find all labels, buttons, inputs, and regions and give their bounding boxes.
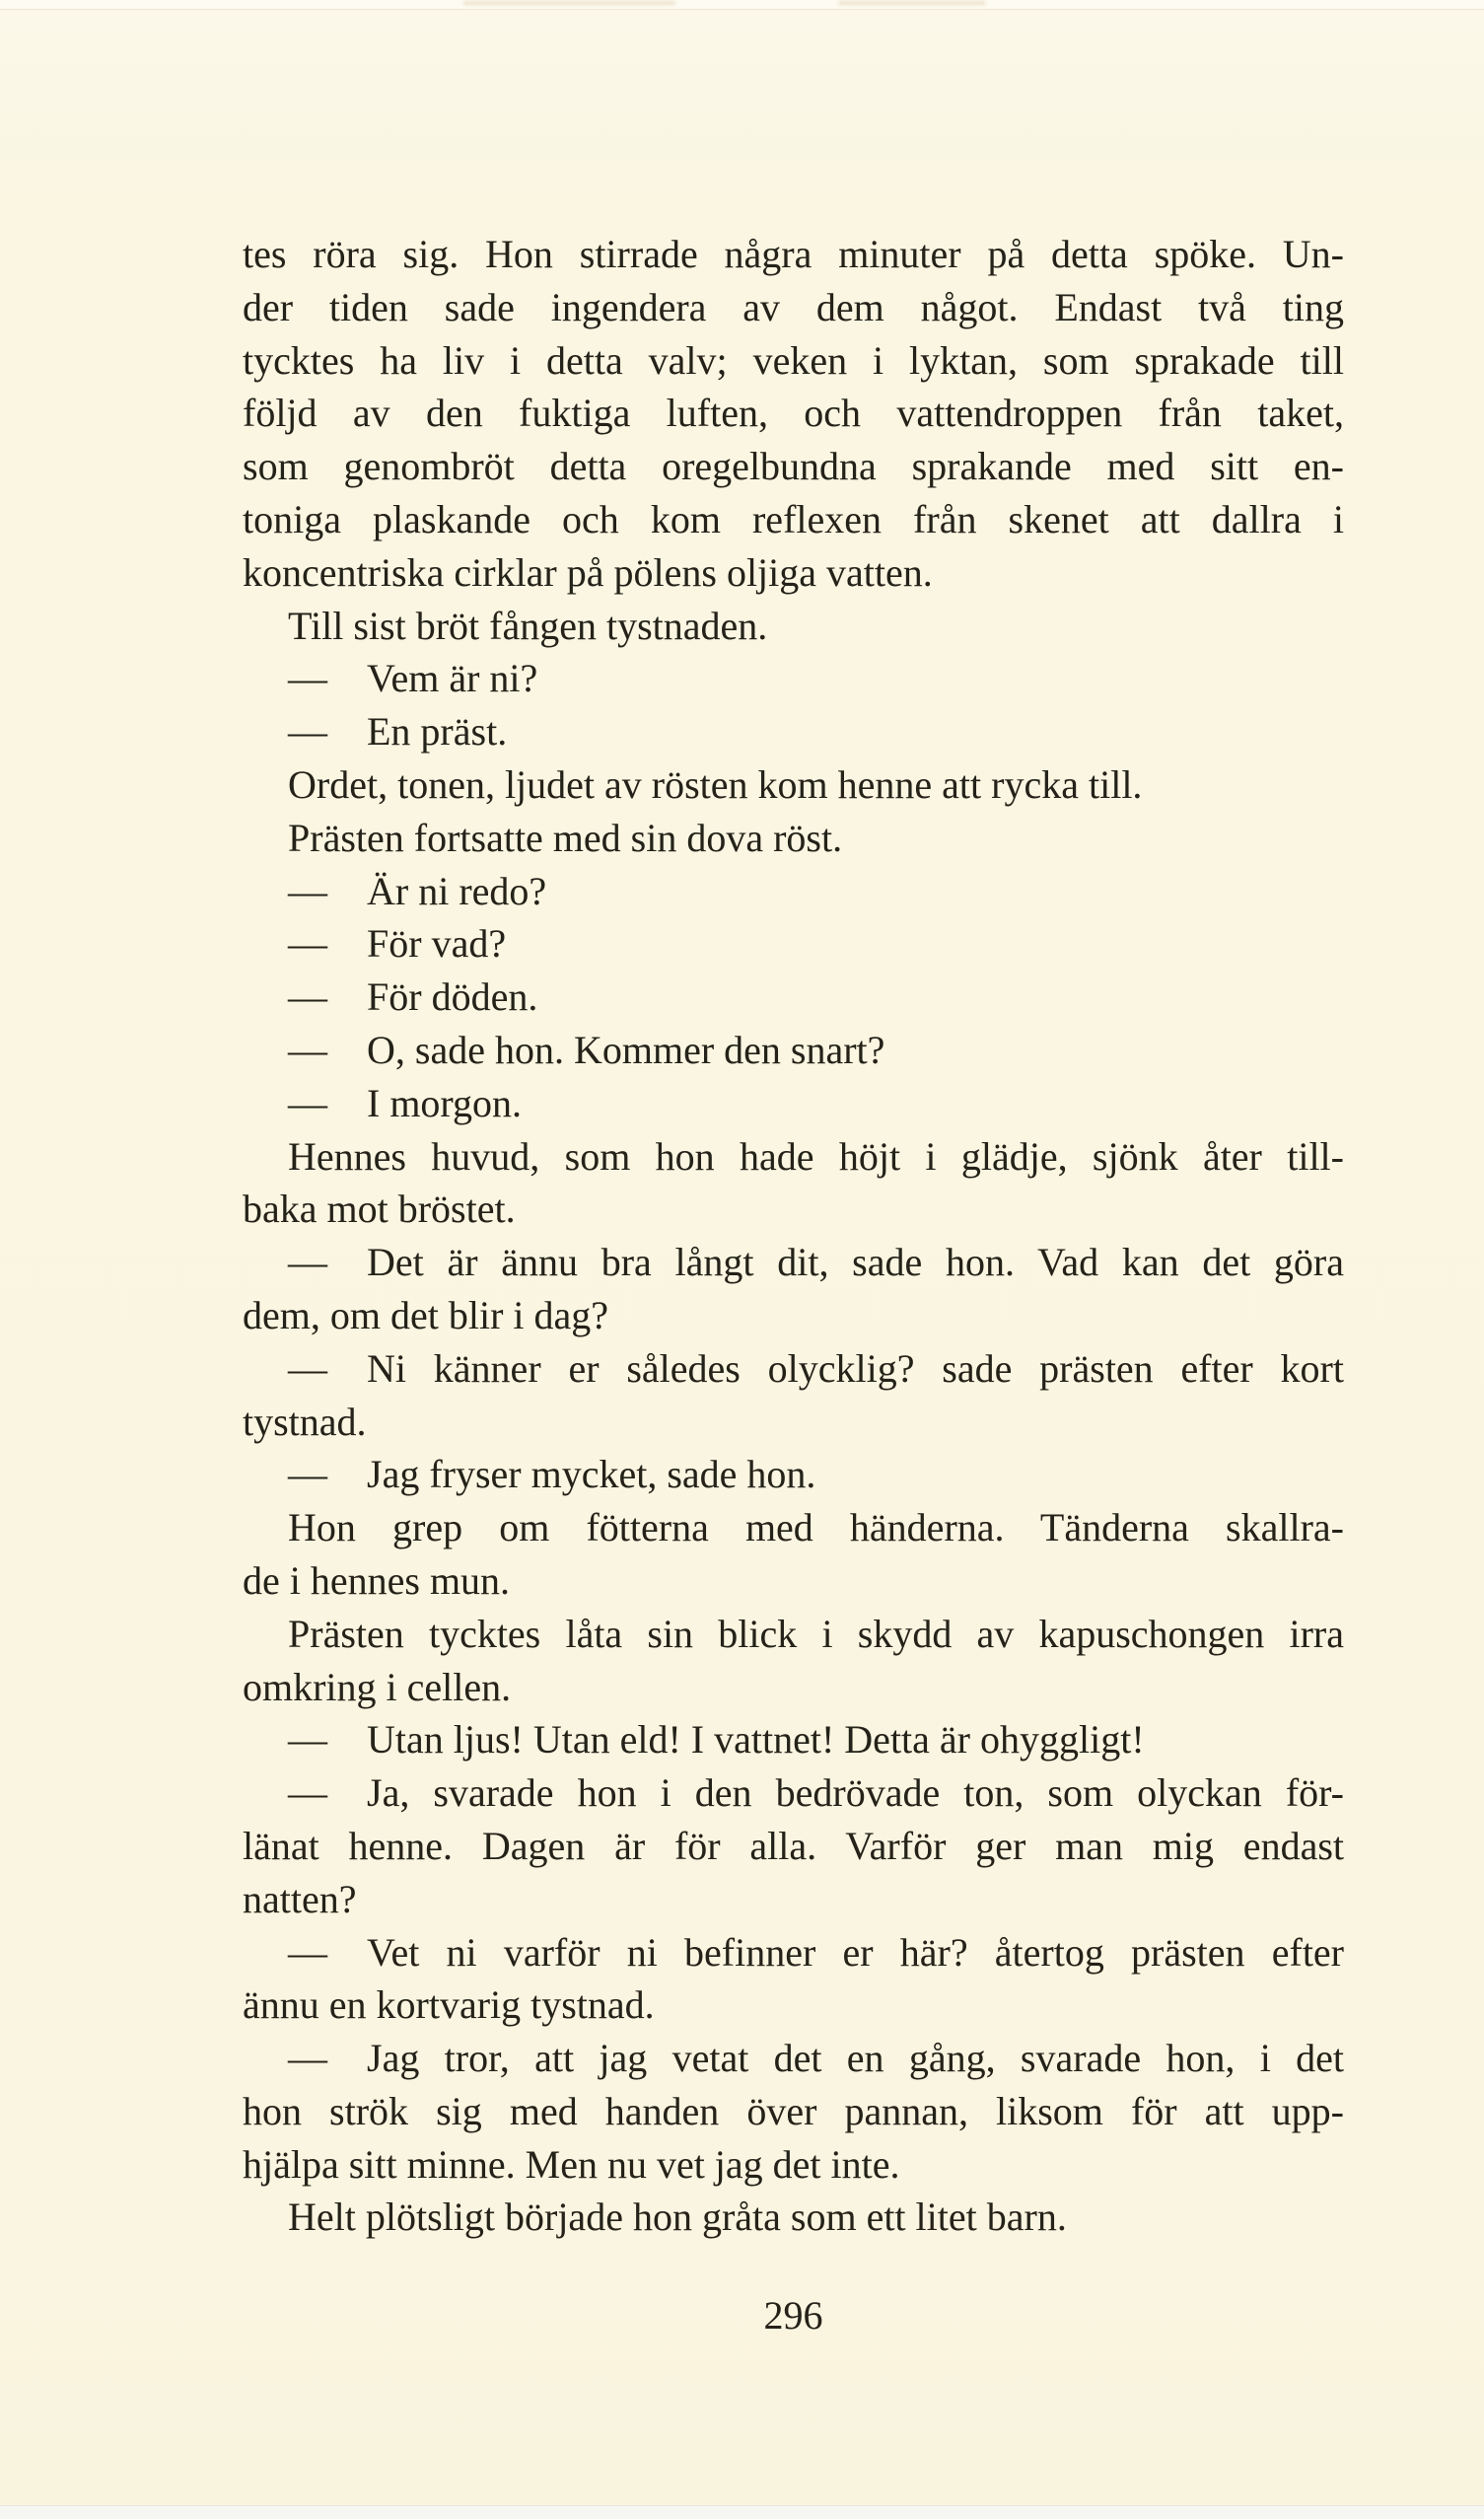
text-line: — Ja, svarade hon i den bedrövade ton, som olyckan för- xyxy=(288,1770,1344,1816)
text-line: hon strök sig med handen över pannan, liksom för att upp- xyxy=(243,2088,1344,2133)
text-line: Hennes huvud, som hon hade höjt i glädje, sjönk åter till- xyxy=(288,1133,1344,1179)
page-number: 296 xyxy=(763,2293,823,2338)
text-line: Helt plötsligt började hon gråta som ett litet barn. xyxy=(288,2195,1067,2240)
text-line: der tiden sade ingendera av dem något. Endast två ting xyxy=(243,284,1344,329)
text-line: toniga plaskande och kom reflexen från skenet att dallra i xyxy=(243,496,1344,541)
text-line: koncentriska cirklar på pölens oljiga vatten. xyxy=(243,549,933,595)
text-line: Ordet, tonen, ljudet av rösten kom henne att rycka till. xyxy=(288,761,1143,807)
text-line: — Vem är ni? xyxy=(288,656,538,701)
text-block xyxy=(243,228,1344,2244)
text-line: tystnad. xyxy=(243,1399,367,1444)
page-edge-top xyxy=(0,0,1484,10)
text-line: — Utan ljus! Utan eld! I vattnet! Detta är ohyggligt! xyxy=(288,1717,1145,1763)
text-line: tes röra sig. Hon stirrade några minuter på detta spöke. Un- xyxy=(243,232,1344,276)
text-line: — Jag fryser mycket, sade hon. xyxy=(288,1452,816,1497)
text-line: — Ni känner er således olycklig? sade prästen efter kort xyxy=(288,1345,1344,1391)
text-line: natten? xyxy=(243,1876,357,1921)
text-line: tycktes ha liv i detta valv; veken i lyktan, som sprakade till xyxy=(243,337,1344,383)
text-line: Till sist bröt fången tystnaden. xyxy=(288,603,768,648)
scan-artifact xyxy=(463,1,675,5)
text-line: — Vet ni varför ni befinner er här? återtog prästen efter xyxy=(288,1929,1344,1975)
text-line: Hon grep om fötterna med händerna. Tänderna skallra- xyxy=(288,1505,1344,1550)
text-line: Prästen fortsatte med sin dova röst. xyxy=(288,815,843,860)
text-line: hjälpa sitt minne. Men nu vet jag det inte. xyxy=(243,2141,900,2187)
text-line: de i hennes mun. xyxy=(243,1557,511,1603)
text-line: som genombröt detta oregelbundna sprakande med sitt en- xyxy=(243,444,1344,489)
text-line: baka mot bröstet. xyxy=(243,1187,516,1232)
text-line: — O, sade hon. Kommer den snart? xyxy=(288,1027,885,1072)
text-line: ännu en kortvarig tystnad. xyxy=(243,1982,655,2028)
text-line: dem, om det blir i dag? xyxy=(243,1292,609,1337)
text-line: — Jag tror, att jag vetat det en gång, svarade hon, i det xyxy=(288,2036,1344,2081)
text-line: Prästen tycktes låta sin blick i skydd av kapuschongen irra xyxy=(288,1611,1344,1656)
text-line: — En präst. xyxy=(288,709,508,755)
text-line: följd av den fuktiga luften, och vattendroppen från taket, xyxy=(243,391,1344,436)
text-line: — Det är ännu bra långt dit, sade hon. Vad kan det göra xyxy=(288,1240,1344,1285)
scan-artifact xyxy=(838,1,986,5)
page-edge-bottom xyxy=(0,2505,1484,2519)
text-line: länat henne. Dagen är för alla. Varför ger man mig endast xyxy=(243,1823,1344,1868)
text-line: — För döden. xyxy=(288,974,538,1020)
text-line: — I morgon. xyxy=(288,1080,523,1125)
text-line: — Är ni redo? xyxy=(288,868,547,913)
text-line: omkring i cellen. xyxy=(243,1664,512,1709)
text-line: — För vad? xyxy=(288,921,507,967)
